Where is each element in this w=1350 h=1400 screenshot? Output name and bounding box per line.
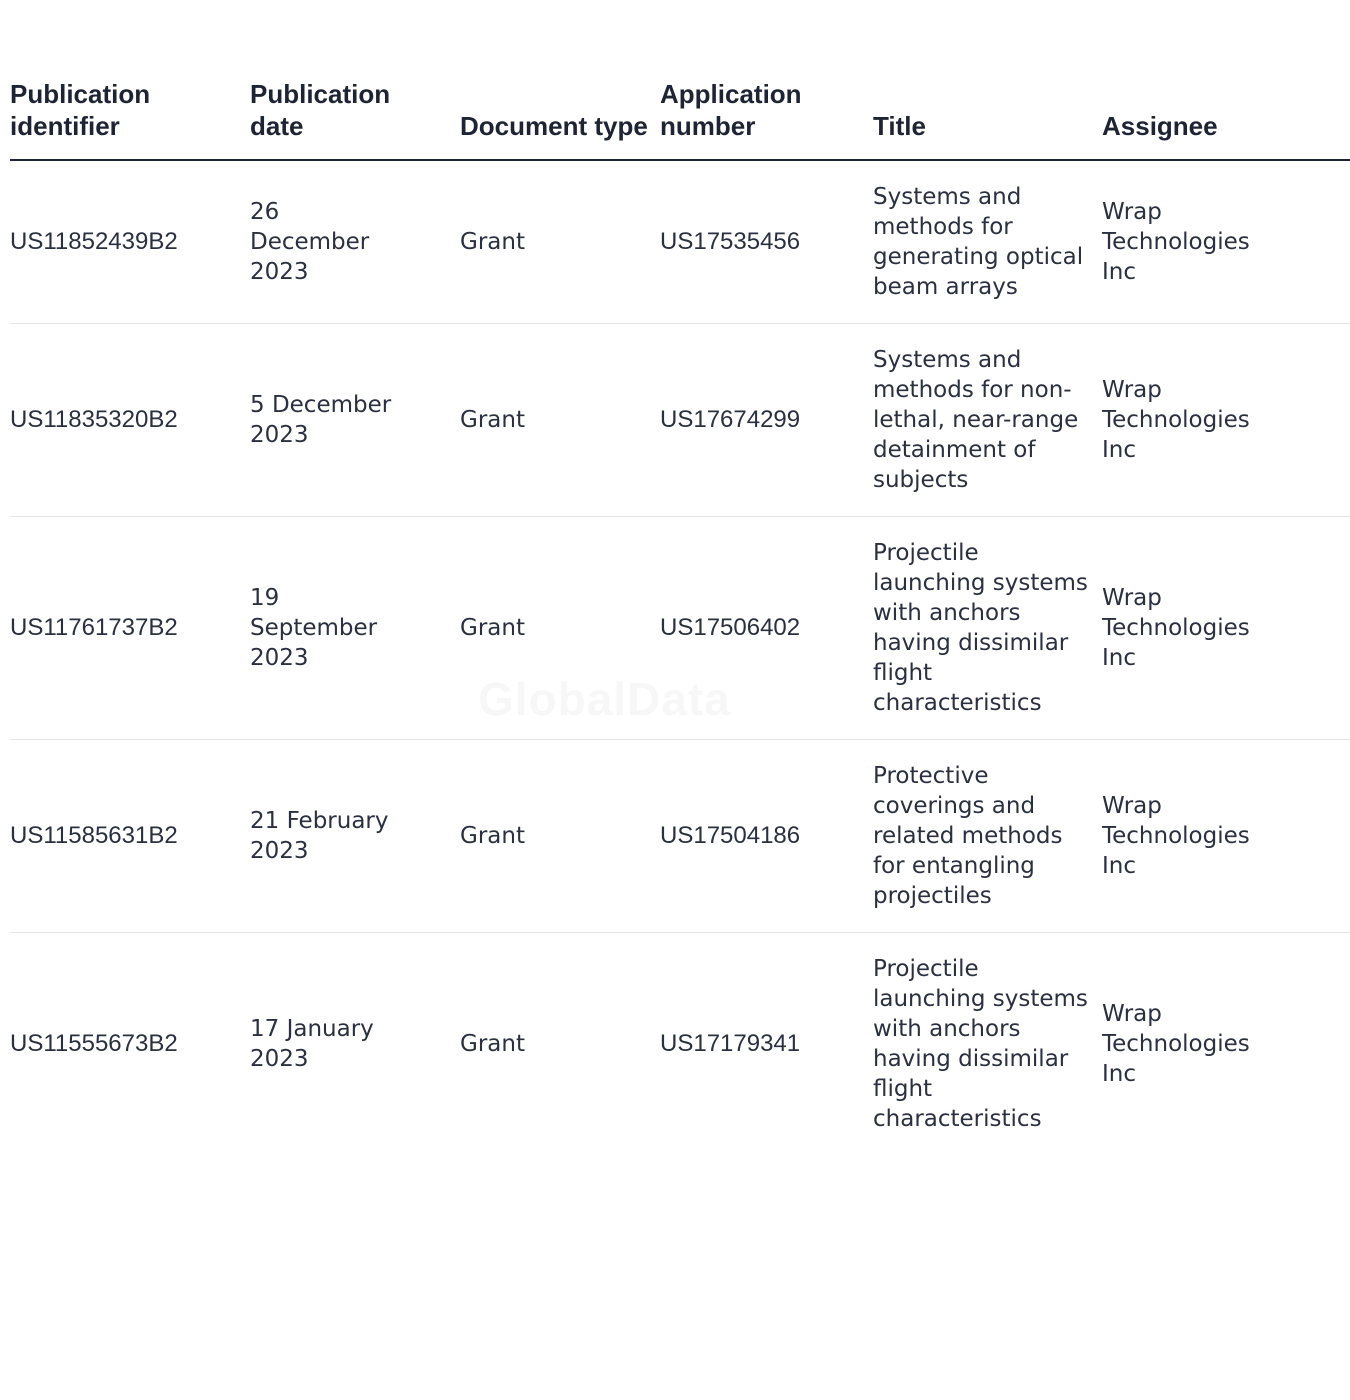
application-number-cell: US17535456 [660, 160, 873, 324]
publication-date-text: 19 September 2023 [250, 585, 378, 671]
publication-date-text: 21 February 2023 [250, 808, 389, 864]
header-publication-date: Publication date [250, 60, 460, 160]
assignee-cell [1102, 517, 1350, 740]
publication-identifier-cell: US11585631B2 [10, 740, 250, 933]
assignee-text: Wrap Technologies Inc [1102, 199, 1250, 285]
patents-table [10, 60, 1350, 1155]
header-publication-identifier: Publication identifier [10, 60, 250, 160]
publication-identifier-cell: US11835320B2 [10, 324, 250, 517]
table-row [10, 933, 1350, 1156]
publication-date-cell [250, 160, 460, 324]
publication-identifier-cell: US11555673B2 [10, 1030, 178, 1057]
document-type-cell: Grant [460, 324, 660, 517]
publication-date-cell [250, 324, 460, 517]
assignee-cell [1102, 160, 1350, 324]
header-assignee: Assignee [1102, 60, 1350, 160]
assignee-text: Wrap Technologies Inc [1102, 793, 1250, 879]
assignee-cell [1102, 324, 1350, 517]
header-document-type: Document type [460, 60, 660, 160]
table-row [10, 160, 1350, 324]
publication-date-text: 26 December 2023 [250, 199, 370, 285]
document-type-cell: Grant [460, 517, 660, 740]
application-number-cell: US17674299 [660, 324, 873, 517]
application-number-cell: US17179341 [660, 1030, 801, 1057]
title-cell: Systems and methods for non-lethal, near-range detainment of subjects [873, 324, 1102, 517]
publication-date-text: 5 December 2023 [250, 392, 392, 448]
assignee-text: Wrap Technologies Inc [1102, 377, 1250, 463]
title-cell: Projectile launching systems with anchors having dissimilar flight characteristics [873, 956, 1088, 1132]
assignee-text: Wrap Technologies Inc [1102, 585, 1250, 671]
table-row [10, 517, 1350, 740]
header-title: Title [873, 60, 1102, 160]
application-number-cell: US17504186 [660, 740, 873, 933]
title-cell: Systems and methods for generating optical beam arrays [873, 160, 1102, 324]
assignee-cell [1102, 933, 1350, 1156]
publication-date-cell [250, 933, 460, 1156]
publication-identifier-cell: US11761737B2 [10, 517, 250, 740]
title-cell: Projectile launching systems with anchors having dissimilar flight characteristics [873, 517, 1102, 740]
assignee-text: Wrap Technologies Inc [1102, 1001, 1250, 1087]
document-type-cell: Grant [460, 160, 660, 324]
table-row [10, 324, 1350, 517]
table-header-row [10, 60, 1350, 160]
publication-identifier-cell: US11852439B2 [10, 160, 250, 324]
publication-date-cell [250, 517, 460, 740]
header-application-number: Application number [660, 60, 873, 160]
title-cell: Protective coverings and related methods for entangling projectiles [873, 740, 1102, 933]
document-type-cell: Grant [460, 1031, 525, 1057]
assignee-cell [1102, 740, 1350, 933]
application-number-cell: US17506402 [660, 517, 873, 740]
publication-date-cell [250, 740, 460, 933]
table-row [10, 740, 1350, 933]
document-type-cell: Grant [460, 740, 660, 933]
publication-date-text: 17 January 2023 [250, 1016, 374, 1072]
